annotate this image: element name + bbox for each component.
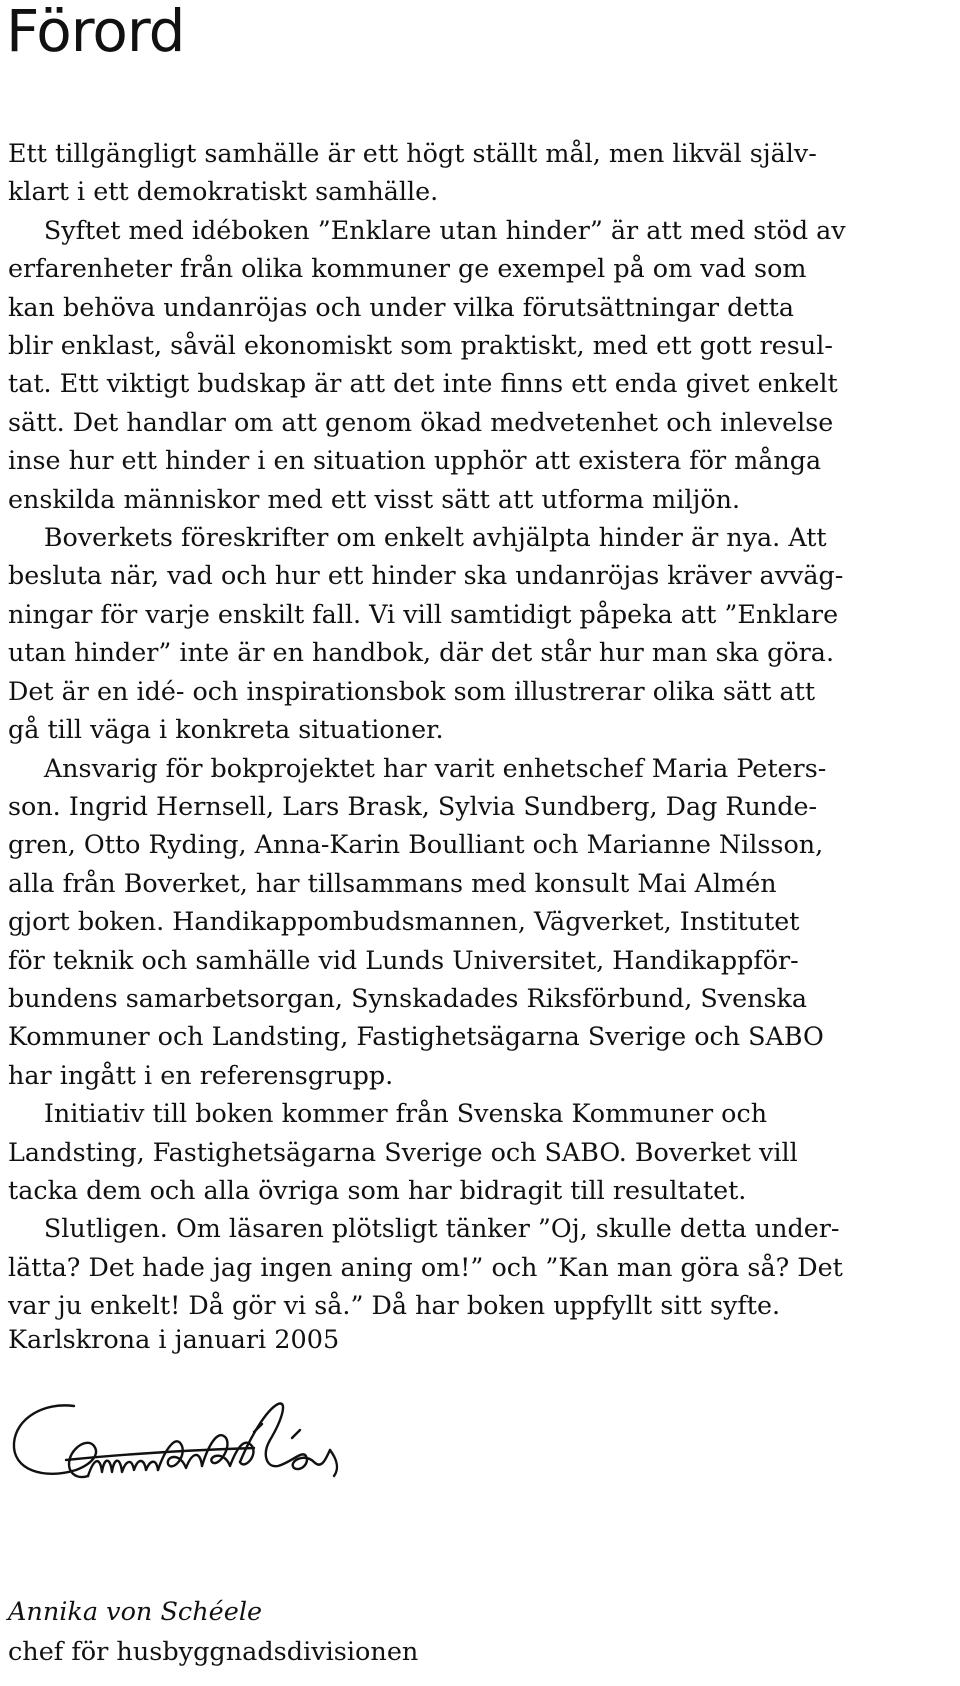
body-line: Boverkets föreskrifter om enkelt avhjälpta hinder är nya. Att [43, 523, 827, 554]
body-line: inse hur ett hinder i en situation upphör att existera för många [8, 446, 822, 477]
body-line: Landsting, Fastighetsägarna Sverige och SABO. Boverket vill [8, 1137, 798, 1168]
body-line: Det är en idé- och inspirationsbok som illustrerar olika sätt att [8, 676, 816, 707]
body-line: sätt. Det handlar om att genom ökad medvetenhet och inlevelse [8, 407, 834, 438]
body-line: gren, Otto Ryding, Anna-Karin Boulliant och Marianne Nilsson, [8, 830, 824, 861]
body-line: lätta? Det hade jag ingen aning om!” och ”Kan man göra så? Det [8, 1252, 843, 1283]
body-line: bundens samarbetsorgan, Synskadades Riksförbund, Svenska [8, 983, 808, 1014]
body-line: Kommuner och Landsting, Fastighetsägarna Sverige och SABO [8, 1022, 824, 1053]
body-line: besluta när, vad och hur ett hinder ska undanröjas kräver avväg- [8, 561, 844, 592]
body-line: var ju enkelt! Då gör vi så.” Då har boken uppfyllt sitt syfte. [8, 1291, 781, 1322]
body-line: enskilda människor med ett visst sätt att utforma miljön. [8, 484, 741, 515]
body-line: kan behöva undanröjas och under vilka förutsättningar detta [8, 292, 794, 323]
place-and-date: Karlskrona i januari 2005 [8, 1325, 340, 1355]
body-line: Ansvarig för bokprojektet har varit enhetschef Maria Peters- [43, 753, 827, 784]
body-line: Slutligen. Om läsaren plötsligt tänker ”Oj, skulle detta under- [43, 1214, 840, 1245]
body-line: gå till väga i konkreta situationer. [8, 715, 444, 746]
body-line: tat. Ett viktigt budskap är att det inte finns ett enda givet enkelt [8, 369, 838, 400]
body-line: son. Ingrid Hernsell, Lars Brask, Sylvia Sundberg, Dag Runde- [8, 791, 818, 822]
signatory-role: chef för husbyggnadsdivisionen [8, 1637, 419, 1667]
body-line: tacka dem och alla övriga som har bidragit till resultatet. [8, 1175, 747, 1206]
body-line: för teknik och samhälle vid Lunds Universitet, Handikappför- [8, 945, 799, 976]
body-line: Syftet med idéboken ”Enklare utan hinder” är att med stöd av [43, 215, 846, 246]
signatory-name: Annika von Schéele [8, 1597, 263, 1627]
body-line: erfarenheter från olika kommuner ge exempel på om vad som [8, 254, 807, 285]
body-line: Initiativ till boken kommer från Svenska Kommuner och [43, 1099, 768, 1130]
body-line: klart i ett demokratiskt samhälle. [8, 177, 439, 208]
handwritten-signature [4, 1388, 354, 1508]
body-line: gjort boken. Handikappombudsmannen, Vägverket, Institutet [8, 907, 800, 938]
foreword-body [8, 135, 960, 1326]
body-line: ningar för varje enskilt fall. Vi vill samtidigt påpeka att ”Enklare [8, 599, 839, 630]
body-line: Ett tillgängligt samhälle är ett högt ställt mål, men likväl själv- [8, 139, 817, 169]
body-line: har ingått i en referensgrupp. [8, 1060, 394, 1091]
body-line: alla från Boverket, har tillsammans med konsult Mai Almén [8, 868, 777, 899]
page-title: Förord [6, 0, 185, 65]
body-line: utan hinder” inte är en handbok, där det står hur man ska göra. [8, 638, 835, 669]
body-line: blir enklast, såväl ekonomiskt som praktiskt, med ett gott resul- [8, 331, 833, 362]
